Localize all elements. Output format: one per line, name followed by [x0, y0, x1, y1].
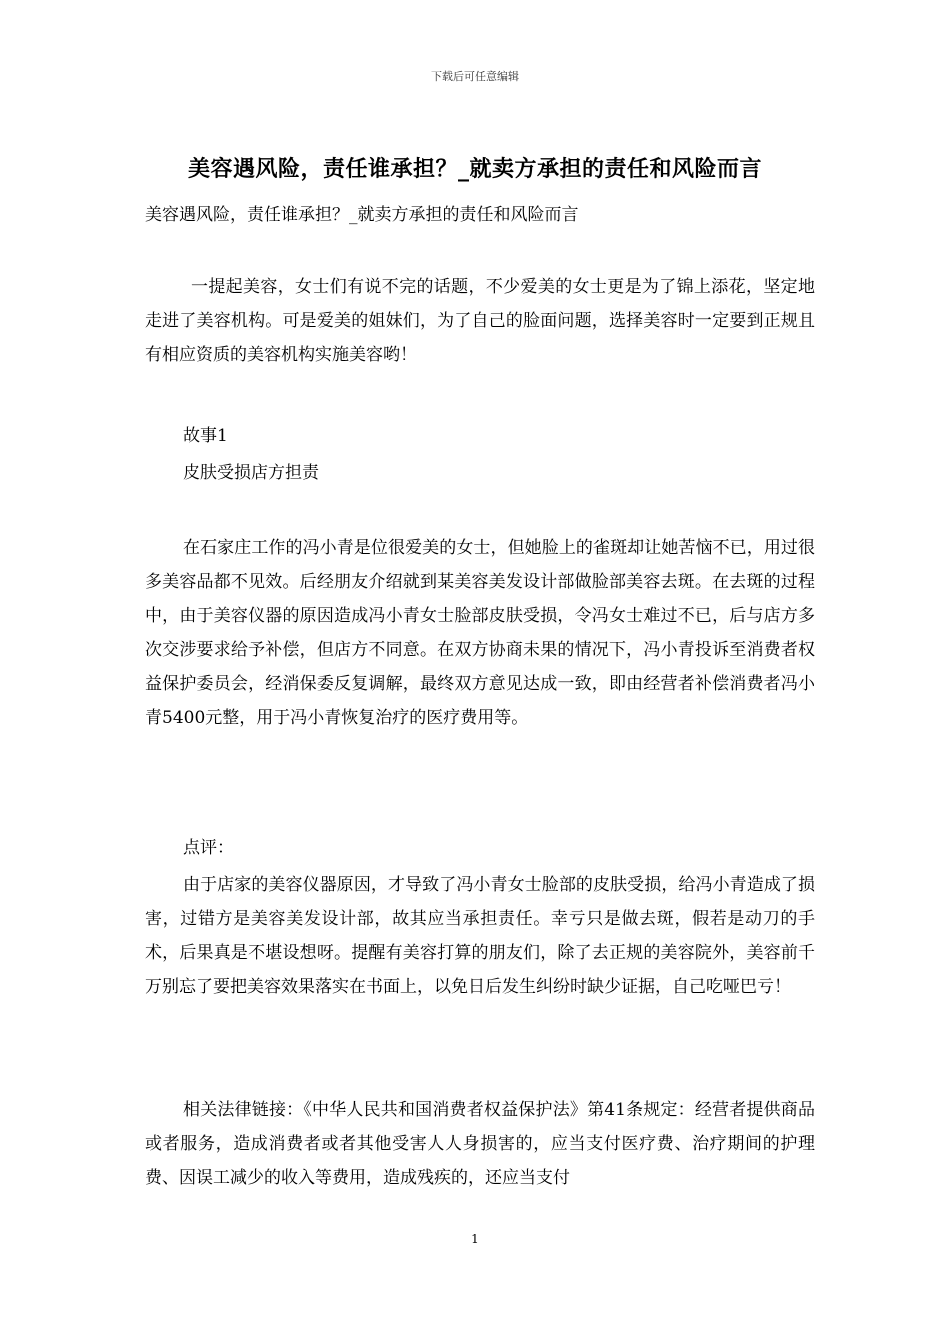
story-title: 皮肤受损店方担责 — [183, 463, 319, 483]
header-note: 下载后可任意编辑 — [431, 70, 519, 83]
page-number: 1 — [471, 1232, 479, 1246]
story-paragraph: 在石家庄工作的冯小青是位很爱美的女士，但她脸上的雀斑却让她苦恼不已，用过很多美容品都不见效。后经朋友介绍就到某美容美发设计部做脸部美容去斑。在去斑的过程中，由于美容仪器的原因造成冯小青女士脸部皮肤受损，令冯女士难过不已，后与店方多次交涉要求给予补偿，但店方不同意。在双方协商未果的情况下，冯小青投诉至消费者权益保护委员会，经消保委反复调解，最终双方意见达成一致，即由经营者补偿消费者冯小青5400元整，用于冯小青恢复治疗的医疗费用等。 — [145, 538, 815, 728]
comment-paragraph: 由于店家的美容仪器原因，才导致了冯小青女士脸部的皮肤受损，给冯小青造成了损害，过错方是美容美发设计部，故其应当承担责任。幸亏只是做去斑，假若是动刀的手术，后果真是不堪设想呀。提醒有美容打算的朋友们，除了去正规的美容院外，美容前千万别忘了要把美容效果落实在书面上，以免日后发生纠纷时缺少证据，自己吃哑巴亏！ — [145, 875, 815, 997]
law-paragraph: 相关法律链接：《中华人民共和国消费者权益保护法》第41条规定：经营者提供商品或者服务，造成消费者或者其他受害人人身损害的，应当支付医疗费、治疗期间的护理费、因误工减少的收入等费用，造成残疾的，还应当支付 — [145, 1100, 815, 1188]
story-label: 故事1 — [183, 426, 228, 446]
comment-label: 点评： — [183, 838, 234, 858]
intro-paragraph: 一提起美容，女士们有说不完的话题，不少爱美的女士更是为了锦上添花，坚定地走进了美容机构。可是爱美的姐妹们，为了自己的脸面问题，选择美容时一定要到正规且有相应资质的美容机构实施美容哟！ — [145, 277, 815, 365]
document-title: 美容遇风险，责任谁承担？_就卖方承担的责任和风险而言 — [187, 156, 762, 182]
document-subtitle: 美容遇风险，责任谁承担？_就卖方承担的责任和风险而言 — [145, 205, 579, 225]
